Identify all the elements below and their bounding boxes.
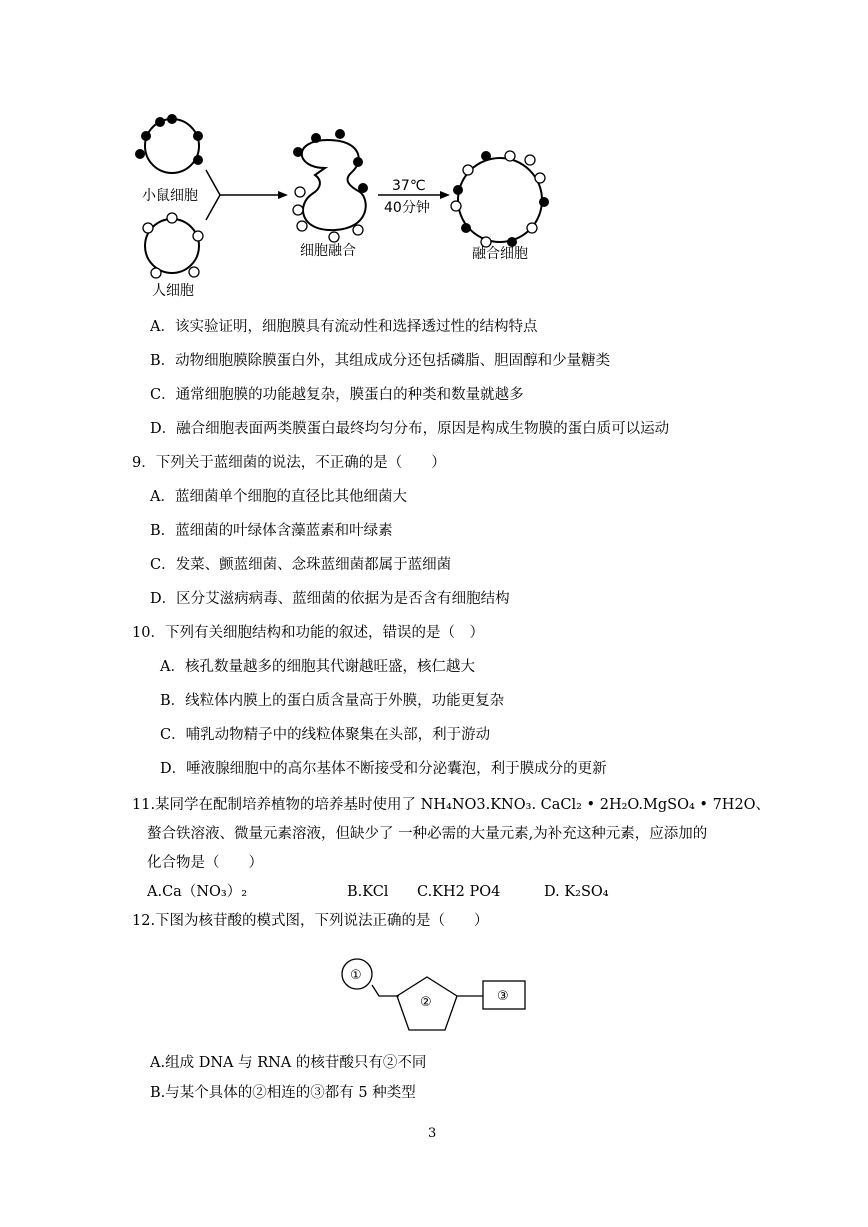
- q8-option-a: A．该实验证明，细胞膜具有流动性和选择透过性的结构特点: [150, 319, 538, 335]
- fusion-stage-label: 细胞融合: [300, 243, 356, 259]
- q10-stem: 10．下列有关细胞结构和功能的叙述，错误的是（ ）: [132, 625, 484, 641]
- q9-option-b: B．蓝细菌的叶绿体含藻蓝素和叶绿素: [150, 523, 393, 539]
- fused-cell-label: 融合细胞: [472, 246, 528, 262]
- fusing-cell: [293, 129, 368, 242]
- q9-option-a: A．蓝细菌单个细胞的直径比其他细菌大: [150, 489, 407, 505]
- q8-option-b: B．动物细胞膜除膜蛋白外，其组成成分还包括磷脂、胆固醇和少量糖类: [150, 353, 611, 369]
- q10-option-b: B．线粒体内膜上的蛋白质含量高于外膜，功能更复杂: [160, 693, 505, 709]
- q9-stem: 9．下列关于蓝细菌的说法，不正确的是（ ）: [132, 455, 446, 471]
- q11-option-a: A.Ca（NO₃）₂: [147, 884, 248, 900]
- condition-time: 40分钟: [384, 200, 430, 216]
- human-cell: [143, 213, 203, 278]
- q11-option-d: D. K₂SO₄: [544, 884, 609, 900]
- fused-cell: [451, 151, 549, 247]
- q11-option-c: C.KH2 PO4: [417, 884, 501, 900]
- cell-fusion-diagram: [120, 110, 580, 310]
- q12-stem: 12.下图为核苷酸的模式图，下列说法正确的是（ ）: [132, 913, 489, 929]
- page-number: 3: [428, 1126, 437, 1141]
- mouse-cell-label: 小鼠细胞: [142, 188, 198, 204]
- label-2: ②: [420, 995, 432, 1010]
- q10-option-c: C．哺乳动物精子中的线粒体聚集在头部，利于游动: [160, 727, 491, 743]
- q10-option-d: D．唾液腺细胞中的高尔基体不断接受和分泌囊泡，利于膜成分的更新: [160, 761, 607, 777]
- human-cell-label: 人细胞: [152, 283, 194, 299]
- condition-temp: 37℃: [392, 178, 426, 194]
- label-3: ③: [497, 989, 509, 1004]
- q8-option-d: D．融合细胞表面两类膜蛋白最终均匀分布，原因是构成生物膜的蛋白质可以运动: [150, 421, 670, 437]
- mouse-cell: [135, 114, 203, 173]
- q11-stem-line1: 11.某同学在配制培养植物的培养基时使用了 NH₄NO3.KNO₃. CaCl₂ • 2H₂O.MgSO₄ • 7H2O、: [132, 797, 771, 813]
- q11-stem-line3: 化合物是（ ）: [147, 855, 263, 871]
- q11-stem-line2: 螯合铁溶液、微量元素溶液，但缺少了 一种必需的大量元素,为补充这种元素，应添加的: [147, 826, 708, 842]
- nucleotide-diagram: [335, 950, 535, 1040]
- q9-option-d: D．区分艾滋病病毒、蓝细菌的依据为是否含有细胞结构: [150, 591, 510, 607]
- q8-option-c: C．通常细胞膜的功能越复杂，膜蛋白的种类和数量就越多: [150, 387, 524, 403]
- q9-option-c: C．发菜、颤蓝细菌、念珠蓝细菌都属于蓝细菌: [150, 557, 452, 573]
- q11-option-b: B.KCl: [347, 884, 389, 900]
- q12-option-b: B.与某个具体的②相连的③都有 5 种类型: [150, 1085, 416, 1101]
- q12-option-a: A.组成 DNA 与 RNA 的核苷酸只有②不同: [150, 1055, 427, 1071]
- label-1: ①: [350, 968, 362, 983]
- q10-option-a: A．核孔数量越多的细胞其代谢越旺盛，核仁越大: [160, 659, 475, 675]
